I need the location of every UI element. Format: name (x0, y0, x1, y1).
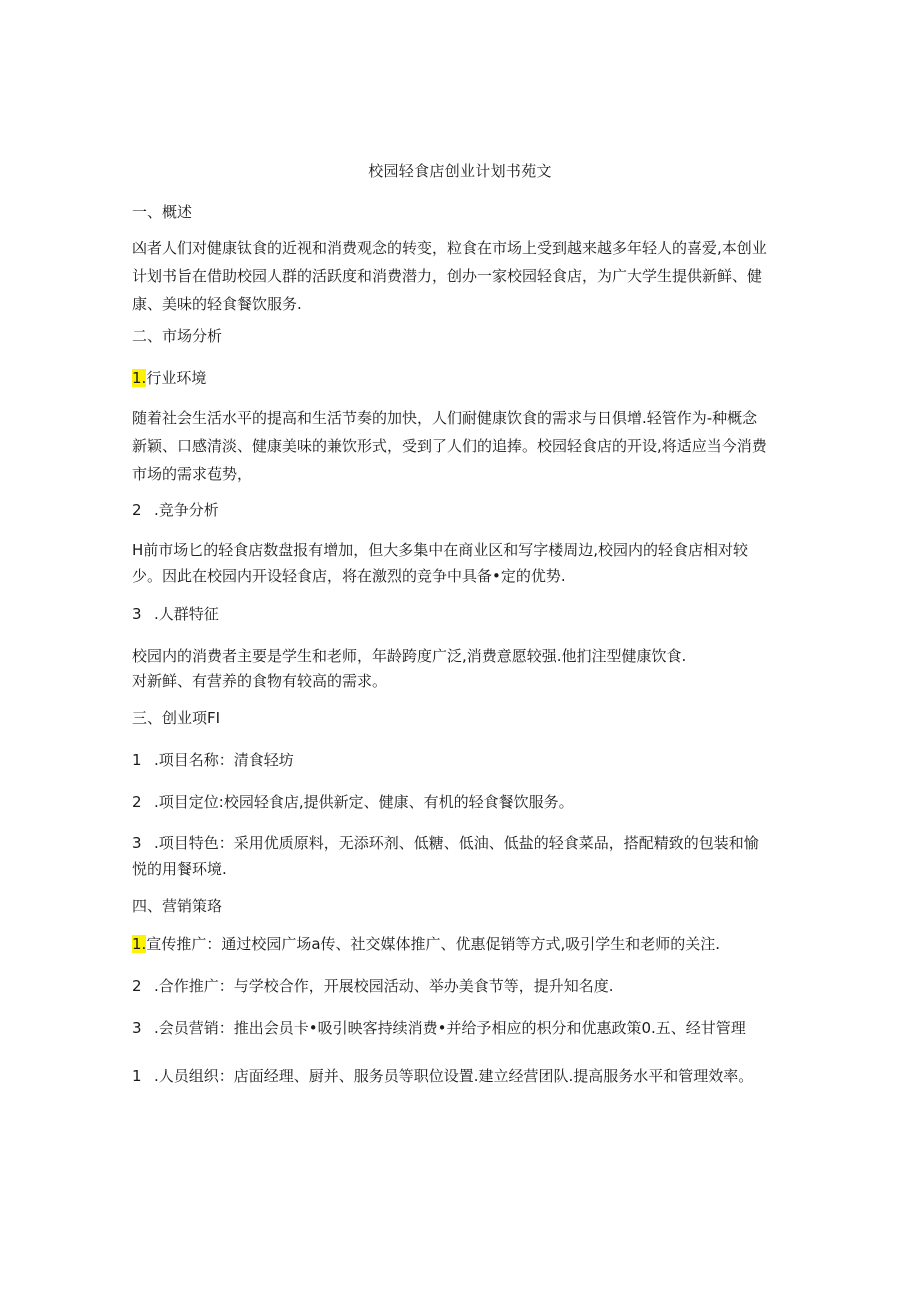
list-item-text: 宣传推广：通过校园广场a传、社交媒体推广、优惠促销等方式,吸引学生和老师的关注. (146, 935, 721, 953)
paragraph-line: 对新鲜、有营养的食物有较高的需求。 (132, 672, 388, 690)
list-item-project-features (132, 833, 759, 853)
list-item-project-positioning (132, 792, 574, 812)
list-item-promotion (132, 934, 720, 954)
list-number: 2 (132, 977, 142, 995)
section-heading-project: 三、创业项FI (132, 709, 221, 727)
section-heading-overview: 一、概述 (132, 203, 193, 221)
paragraph-line: 随着社会生活水平的提高和生活节奏的加快，人们耐健康饮食的需求与日俱增.轻管作为-种概念 (132, 409, 758, 427)
list-item-label: .人群特征 (154, 605, 219, 623)
document-title: 校园轻食店创业计划书苑文 (368, 162, 552, 180)
list-item-text: .项目特色：采用优质原料，无添环剂、低糖、低油、低盐的轻食菜品，搭配精致的包装和愉 (154, 834, 759, 852)
list-item-staffing (132, 1066, 753, 1086)
list-number: 2 (132, 501, 142, 519)
list-item-text: .人员组织：店面经理、厨并、服务员等职位设置.建立经营团队.提高服务水平和管理效率。 (154, 1067, 754, 1085)
list-number: 3 (132, 834, 142, 852)
list-item-project-name (132, 750, 294, 770)
list-number: 1 (132, 1067, 142, 1085)
section-heading-marketing: 四、营销策珞 (132, 897, 223, 915)
list-number: 1 (132, 751, 142, 769)
list-number: 2 (132, 793, 142, 811)
list-number: 3 (132, 1019, 142, 1037)
list-item-text: .会员营销：推出会员卡•吸引映客持续消费•并给予相应的枳分和优惠政策0.五、经甘管理 (154, 1019, 746, 1037)
list-item-competition (132, 500, 219, 520)
paragraph-line: 少。因此在校园内开设轻食店，将在激烈的竞争中具备•定的优势. (132, 567, 566, 585)
paragraph-line: 康、美味的轻食餐饮服务. (132, 295, 302, 313)
list-item-text: .合作推广：与学校合作，开展校园活动、举办美食节等，提升知名度. (154, 977, 614, 995)
paragraph-line: 凶者人们对健康钛食的近视和消费观念的转变，粒食在市场上受到越来越多年轻人的喜爱,本创业 (132, 239, 767, 257)
paragraph-line: 新颖、口感清淡、健康美味的兼饮形式，受到了人们的追捧。校园轻食店的开设,将适应当今消费 (132, 437, 767, 455)
list-item-label: .竞争分析 (154, 501, 219, 519)
list-item-text: .项目定位:校园轻食店,提供新定、健康、有机的轻食餐饮服务。 (154, 793, 574, 811)
highlighted-number: 1. (132, 369, 147, 387)
list-item-cooperation (132, 976, 614, 996)
paragraph-line: 计划书旨在借助校园人群的活跃度和消费潜力，创办一家校园轻食店，为广大学生提供新鲜、健 (132, 267, 763, 285)
paragraph-line: 悦的用餐环境. (132, 860, 227, 878)
highlighted-number: 1. (132, 935, 147, 953)
list-item-industry (132, 368, 206, 388)
paragraph-line: 校园内的消费者主要是学生和老师，年龄跨度广泛,消费意愿较强.他扪注型健康饮食. (132, 647, 687, 665)
paragraph-line: H前市场匕的轻食店数盘报有增加，但大多集中在商业区和写字楼周边,校园内的轻食店相对较 (132, 541, 749, 559)
list-item-membership (132, 1018, 746, 1038)
list-item-label: 行业环境 (146, 369, 207, 387)
paragraph-line: 市场的需求苞势， (132, 465, 253, 483)
list-item-demographics (132, 604, 219, 624)
list-number: 3 (132, 605, 142, 623)
section-heading-market: 二、市场分析 (132, 327, 223, 345)
list-item-text: .项目名称：清食轻坊 (154, 751, 294, 769)
